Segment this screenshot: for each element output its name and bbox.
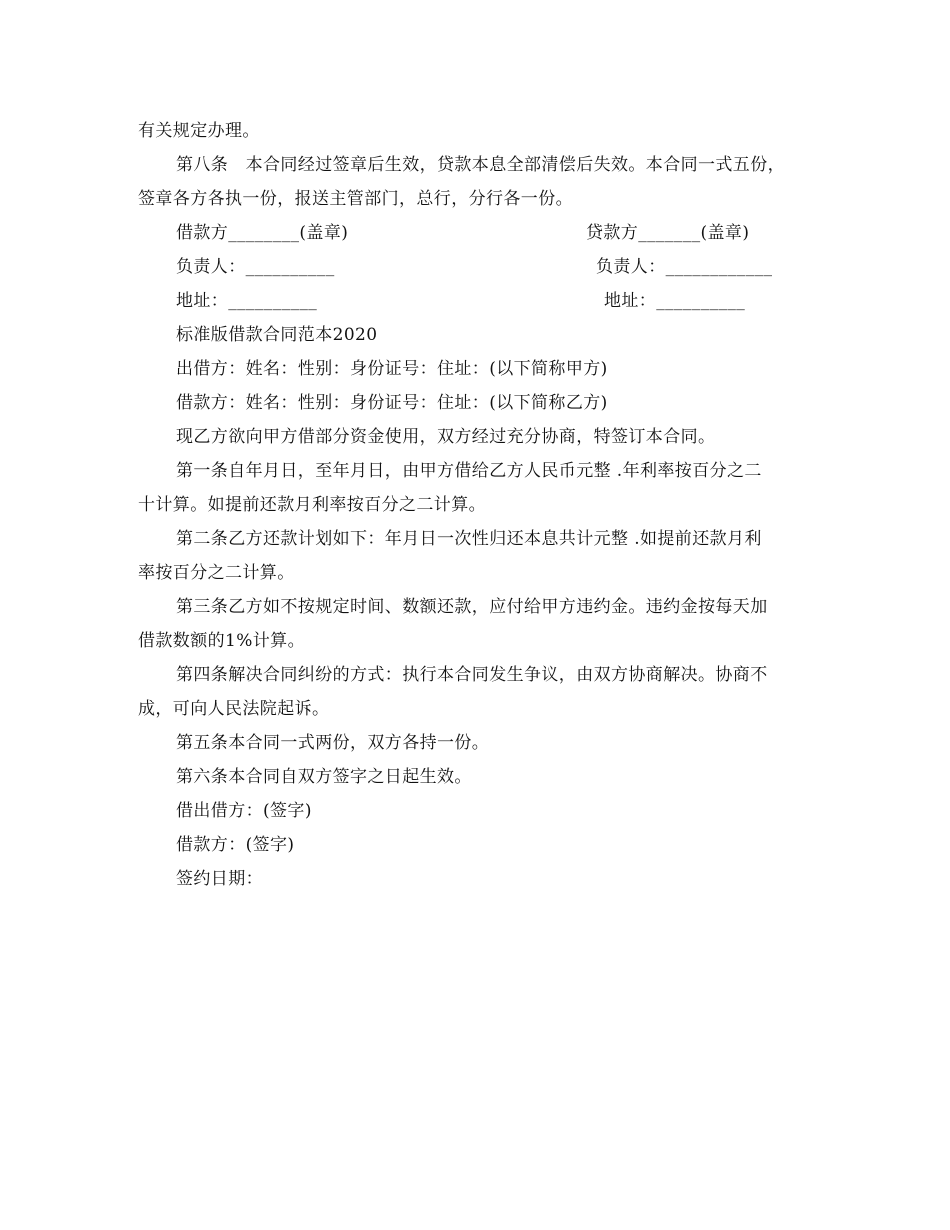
signature-row-address <box>138 284 818 318</box>
borrower-address-label: 地址：__________ <box>176 291 318 311</box>
lender-address-label: 地址：__________ <box>604 291 746 311</box>
signing-date-line: 签约日期： <box>176 869 263 889</box>
contract-text <box>138 114 818 896</box>
signature-row-borrower-lender <box>138 216 818 250</box>
lender-info-line: 出借方：姓名：性别：身份证号：住址：(以下简称甲方) <box>176 359 608 379</box>
article-one-line-1: 第一条自年月日，至年月日，由甲方借给乙方人民币元整 .年利率按百分之二 <box>176 461 762 481</box>
borrower-info-line: 借款方：姓名：性别：身份证号：住址：(以下简称乙方) <box>176 393 608 413</box>
article-six-line: 第六条本合同自双方签字之日起生效。 <box>176 767 472 787</box>
article-two-line-1: 第二条乙方还款计划如下：年月日一次性归还本息共计元整 .如提前还款月利 <box>176 529 762 549</box>
article-eight-line-1: 第八条 本合同经过签章后生效，贷款本息全部清偿后失效。本合同一式五份， <box>176 155 785 175</box>
borrower-signature-line: 借款方：(签字) <box>176 835 295 855</box>
preamble-line: 现乙方欲向甲方借部分资金使用，双方经过充分协商，特签订本合同。 <box>176 427 716 447</box>
article-three-line-2: 借款数额的1%计算。 <box>138 631 305 651</box>
article-five-line: 第五条本合同一式两份，双方各持一份。 <box>176 733 490 753</box>
signature-row-responsible <box>138 250 818 284</box>
lender-signature-line: 借出借方：(签字) <box>176 801 312 821</box>
article-four-line-1: 第四条解决合同纠纷的方式：执行本合同发生争议，由双方协商解决。协商不 <box>176 665 768 685</box>
article-one-line-2: 十计算。如提前还款月利率按百分之二计算。 <box>138 495 486 515</box>
borrower-responsible-label: 负责人：__________ <box>176 257 335 277</box>
article-three-line-1: 第三条乙方如不按规定时间、数额还款，应付给甲方违约金。违约金按每天加 <box>176 597 768 617</box>
article-two-line-2: 率按百分之二计算。 <box>138 563 295 583</box>
lender-responsible-label: 负责人：____________ <box>596 257 773 277</box>
lender-signature-label: 贷款方_______(盖章) <box>586 223 750 243</box>
article-four-line-2: 成，可向人民法院起诉。 <box>138 699 330 719</box>
article-eight-line-2: 签章各方各执一份，报送主管部门，总行，分行各一份。 <box>138 189 573 209</box>
borrower-signature-label: 借款方________(盖章) <box>176 223 349 243</box>
template-title: 标准版借款合同范本2020 <box>176 325 378 345</box>
paragraph-line-continuation: 有关规定办理。 <box>138 121 260 141</box>
